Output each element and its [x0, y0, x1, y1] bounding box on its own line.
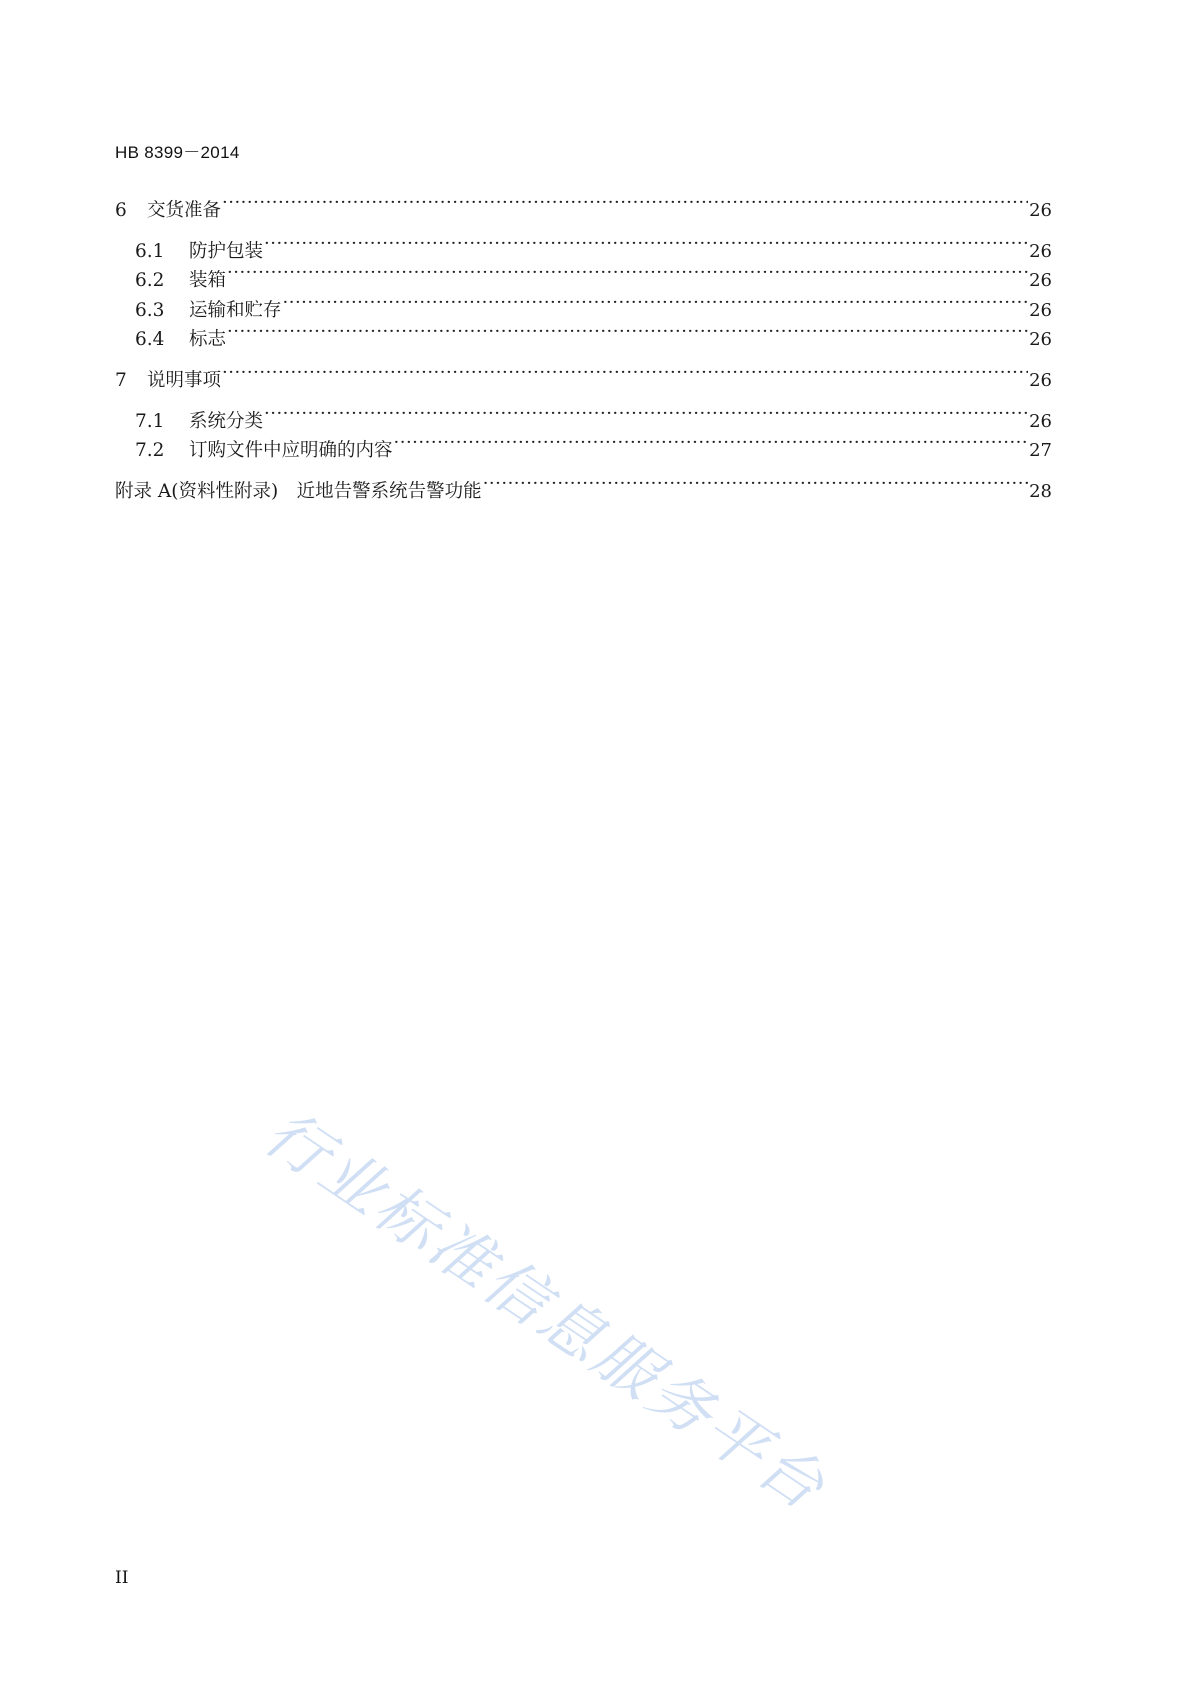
toc-entry-title: 防护包装 — [189, 241, 264, 262]
toc-entry-title: 说明事项 — [147, 370, 222, 391]
toc-entry-number: 7.2 — [135, 440, 165, 461]
toc-entry-page: 26 — [1029, 300, 1052, 321]
toc-dot-leader — [222, 360, 1028, 386]
toc-dot-leader — [394, 430, 1029, 456]
toc-entry[interactable] — [115, 430, 1052, 461]
toc-entry[interactable] — [115, 260, 1052, 291]
toc-entry-page: 26 — [1029, 200, 1052, 221]
toc-entry-page: 26 — [1029, 370, 1052, 391]
toc-entry-title: 附录 A(资料性附录) 近地告警系统告警功能 — [115, 481, 482, 502]
toc-dot-leader — [283, 290, 1029, 316]
toc-entry-number: 6 — [115, 200, 127, 221]
toc-entry-title: 交货准备 — [147, 200, 222, 221]
toc-dot-leader — [227, 260, 1028, 286]
toc-entry[interactable] — [115, 401, 1052, 432]
toc-entry-number: 6.1 — [135, 241, 165, 262]
toc-entry[interactable] — [115, 319, 1052, 350]
toc-entry-page: 26 — [1029, 329, 1052, 350]
toc-entry-page: 26 — [1029, 411, 1052, 432]
toc-entry[interactable] — [115, 190, 1052, 221]
toc-dot-leader — [264, 231, 1028, 257]
toc-entry-number: 6.4 — [135, 329, 165, 350]
watermark-text: 行业标准信息服务平台 — [251, 1095, 840, 1526]
toc-entry-number: 7.1 — [135, 411, 165, 432]
toc-dot-leader — [227, 319, 1028, 345]
toc-entry[interactable] — [115, 360, 1052, 391]
toc-entry[interactable] — [115, 290, 1052, 321]
toc-entry-page: 27 — [1029, 440, 1052, 461]
toc-dot-leader — [222, 190, 1028, 216]
toc-entry-page: 28 — [1029, 481, 1052, 502]
toc-entry[interactable] — [115, 231, 1052, 262]
toc-entry-title: 运输和贮存 — [189, 300, 282, 321]
toc-entry-title: 系统分类 — [189, 411, 264, 432]
toc-entry-page: 26 — [1029, 270, 1052, 291]
page-number: II — [115, 1568, 129, 1588]
toc-entry-title: 装箱 — [189, 270, 227, 291]
toc-entry-appendix[interactable] — [115, 471, 1052, 502]
toc-dot-leader — [483, 471, 1028, 497]
toc-dot-leader — [264, 401, 1028, 427]
toc-entry-number: 6.3 — [135, 300, 165, 321]
toc-entry-title: 订购文件中应明确的内容 — [189, 440, 393, 461]
toc-entry-title: 标志 — [189, 329, 227, 350]
toc-entry-number: 7 — [115, 370, 127, 391]
document-code: HB 8399－2014 — [115, 143, 240, 162]
toc-entry-page: 26 — [1029, 241, 1052, 262]
toc-entry-number: 6.2 — [135, 270, 165, 291]
